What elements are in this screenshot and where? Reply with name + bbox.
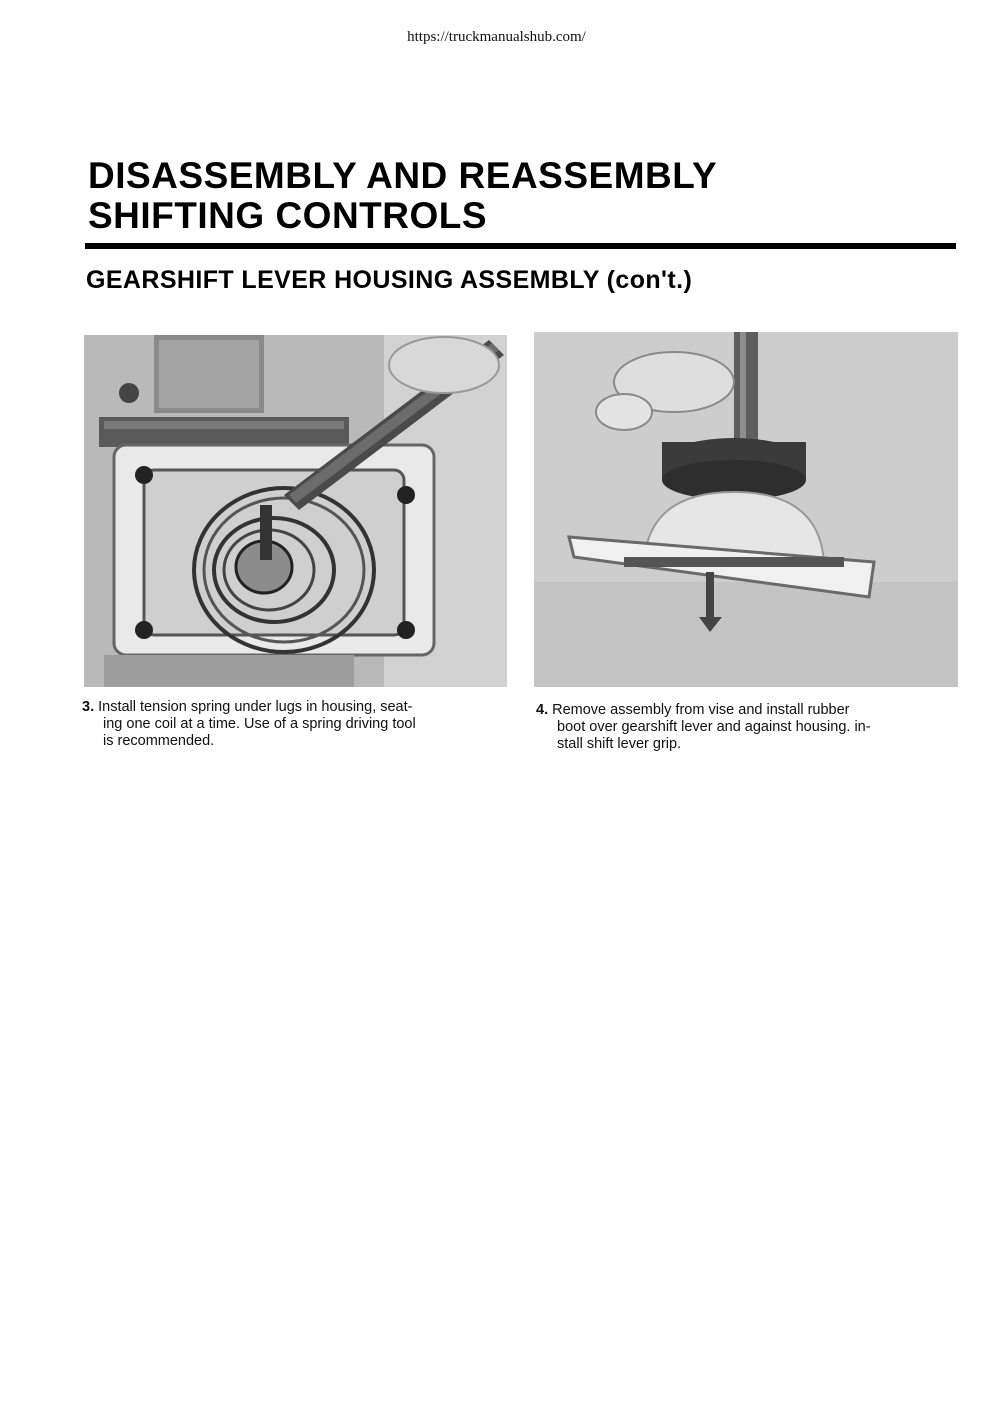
step-4-text-line-2: boot over gearshift lever and against housing. in- <box>557 719 871 735</box>
step-3-text-line-2: ing one coil at a time. Use of a spring driving tool <box>103 716 416 732</box>
step-4-caption <box>536 702 951 753</box>
page-title-line-1: DISASSEMBLY AND REASSEMBLY <box>88 155 718 196</box>
page-title-line-2: SHIFTING CONTROLS <box>88 195 488 236</box>
step-3-number: 3. <box>82 699 95 715</box>
step-4-text-line-1: Remove assembly from vise and install rubber <box>552 702 850 718</box>
section-subtitle: GEARSHIFT LEVER HOUSING ASSEMBLY (con't.) <box>86 266 693 294</box>
step-3-text-line-1: Install tension spring under lugs in housing, seat- <box>98 699 413 715</box>
title-divider <box>85 243 956 249</box>
step-4-number: 4. <box>536 702 549 718</box>
step-3-caption <box>82 699 494 750</box>
header-url[interactable]: https://truckmanualshub.com/ <box>407 29 586 45</box>
page-title <box>88 156 717 236</box>
step-3-text-line-3: is recommended. <box>103 733 215 749</box>
photo-rubber-boot-install <box>534 332 958 687</box>
step-4-text-line-3: stall shift lever grip. <box>557 736 682 752</box>
photo-tension-spring-install <box>84 335 507 687</box>
